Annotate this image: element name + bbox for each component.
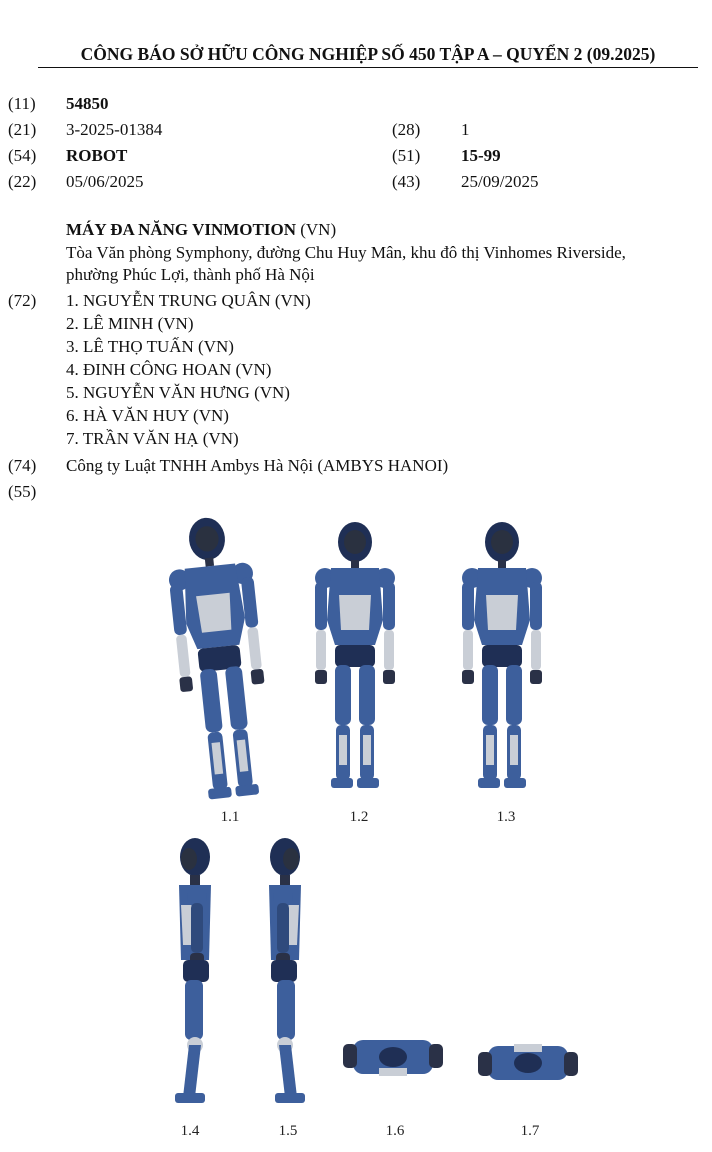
application-number: 3-2025-01384 [66, 120, 163, 139]
inventor: 2. LÊ MINH (VN) [66, 314, 194, 333]
figure-1-7-image [478, 1035, 578, 1090]
figure-1-4-image [145, 835, 245, 1110]
filing-date: 05/06/2025 [66, 172, 144, 191]
figure-caption: 1.5 [278, 1123, 298, 1139]
owner-name-line2: MÁY ĐA NĂNG VINMOTION [66, 220, 296, 239]
inventor: 1. NGUYỄN TRUNG QUÂN (VN) [66, 291, 311, 310]
registration-number: 54850 [66, 94, 109, 113]
figure-1-1-image [165, 515, 275, 805]
field-code: (28) [392, 120, 421, 139]
publication-date: 25/09/2025 [461, 172, 539, 191]
figure-caption: 1.6 [385, 1123, 405, 1139]
owner-address-line2: phường Phúc Lợi, thành phố Hà Nội [66, 265, 315, 284]
figure-1-5-image [235, 835, 335, 1110]
figure-caption: 1.7 [520, 1123, 540, 1139]
inventor: 7. TRẦN VĂN HẠ (VN) [66, 429, 239, 448]
field-code: (43) [392, 172, 421, 191]
field-code: (21) [8, 120, 37, 139]
figure-1-3-image [452, 520, 552, 795]
figure-1-2-image [305, 520, 405, 795]
field-code: (55) [8, 482, 37, 501]
field-code: (74) [8, 456, 37, 475]
figure-caption: 1.2 [349, 809, 369, 825]
inventor: 3. LÊ THỌ TUẤN (VN) [66, 337, 234, 356]
figure-caption: 1.3 [496, 809, 516, 825]
design-title: ROBOT [66, 146, 128, 165]
field-code: (22) [8, 172, 37, 191]
field-code: (72) [8, 291, 37, 310]
owner-name-line2-row [66, 219, 336, 241]
inventor: 5. NGUYỄN VĂN HƯNG (VN) [66, 383, 290, 402]
owner-country: (VN) [300, 220, 337, 239]
inventor: 4. ĐINH CÔNG HOAN (VN) [66, 360, 272, 379]
header-rule [38, 67, 698, 68]
classification: 15-99 [461, 146, 501, 165]
owner-address-line1: Tòa Văn phòng Symphony, đường Chu Huy Mân, khu đô thị Vinhomes Riverside, [66, 243, 626, 262]
agent: Công ty Luật TNHH Ambys Hà Nội (AMBYS HANOI) [66, 456, 449, 475]
design-count: 1 [461, 120, 470, 139]
field-code: (51) [392, 146, 421, 165]
gazette-header: CÔNG BÁO SỞ HỮU CÔNG NGHIỆP SỐ 450 TẬP A – QUYỂN 2 (09.2025) [80, 44, 656, 64]
inventor: 6. HÀ VĂN HUY (VN) [66, 406, 229, 425]
field-code: (11) [8, 94, 36, 113]
field-code: (54) [8, 146, 37, 165]
figure-1-6-image [343, 1030, 443, 1085]
figure-caption: 1.4 [180, 1123, 200, 1139]
figure-caption: 1.1 [220, 809, 240, 825]
